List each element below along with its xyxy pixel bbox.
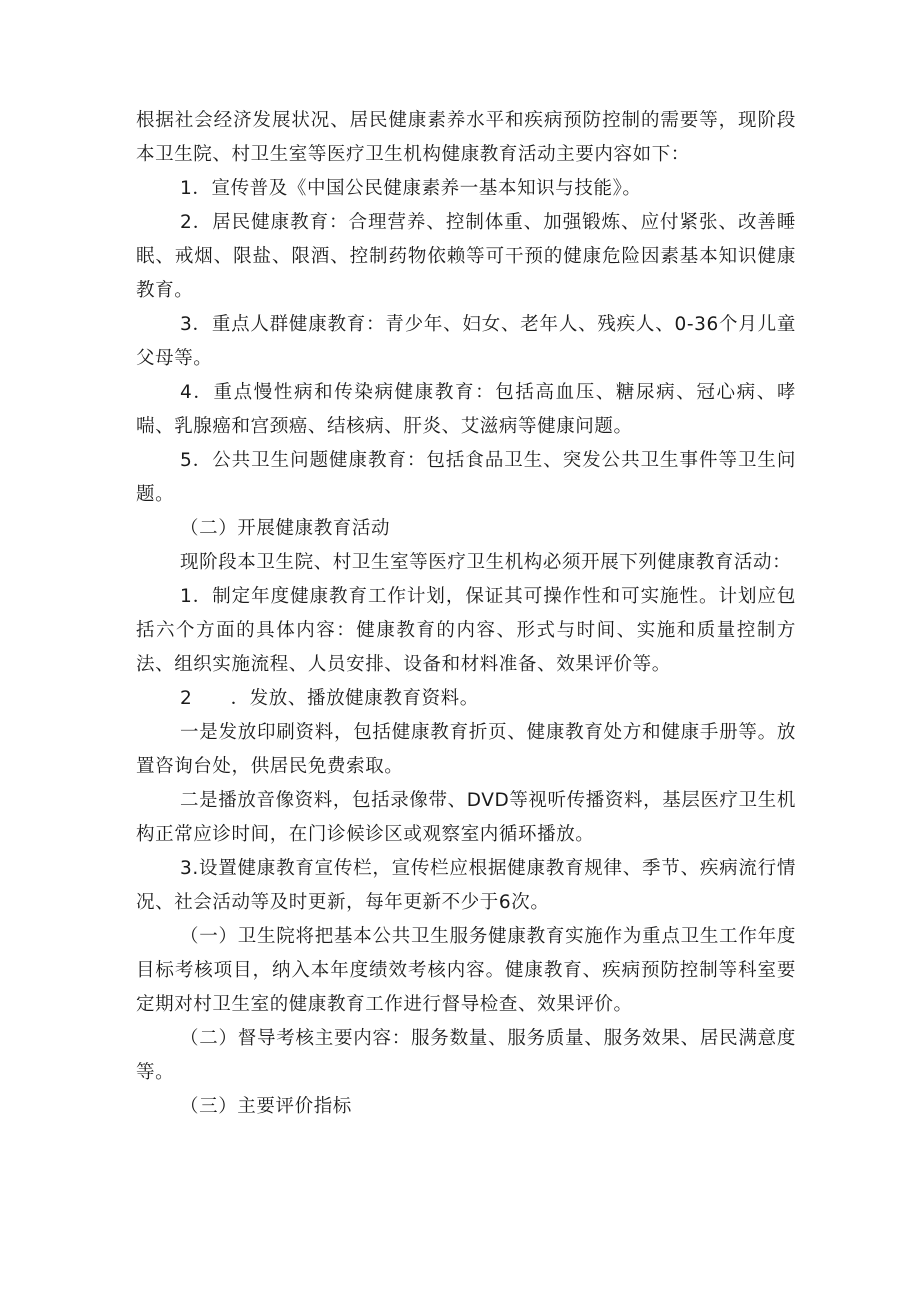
paragraph-item-1: 1．宣传普及《中国公民健康素养一基本知识与技能》。 bbox=[180, 178, 642, 199]
paragraph-assessment-2: （二）督导考核主要内容：服务数量、服务质量、服务效果、居民满意度等。 bbox=[136, 1028, 796, 1083]
paragraph-intro: 根据社会经济发展状况、居民健康素养水平和疾病预防控制的需要等，现阶段本卫生院、村卫生室等医疗卫生机构健康教育活动主要内容如下： bbox=[136, 110, 796, 165]
paragraph-item-5: 5．公共卫生问题健康教育：包括食品卫生、突发公共卫生事件等卫生问题。 bbox=[136, 450, 796, 505]
paragraph-activity-1: 1．制定年度健康教育工作计划，保证其可操作性和可实施性。计划应包括六个方面的具体内容：健康教育的内容、形式与时间、实施和质量控制方法、组织实施流程、人员安排、设备和材料准备、效果评价等。 bbox=[136, 586, 796, 675]
paragraph-assessment-1: （一）卫生院将把基本公共卫生服务健康教育实施作为重点卫生工作年度目标考核项目，纳入本年度绩效考核内容。健康教育、疾病预防控制等科室要定期对村卫生室的健康教育工作进行督导检查、效果评价。 bbox=[136, 926, 796, 1015]
paragraph-activities-intro: 现阶段本卫生院、村卫生室等医疗卫生机构必须开展下列健康教育活动： bbox=[180, 552, 792, 573]
section-heading-indicators: （三）主要评价指标 bbox=[180, 1096, 352, 1117]
paragraph-item-4: 4．重点慢性病和传染病健康教育：包括高血压、糖尿病、冠心病、哮喘、乳腺癌和宫颈癌、结核病、肝炎、艾滋病等健康问题。 bbox=[136, 382, 796, 437]
paragraph-print-materials: 一是发放印刷资料，包括健康教育折页、健康教育处方和健康手册等。放置咨询台处，供居民免费索取。 bbox=[136, 722, 796, 777]
section-heading-activities: （二）开展健康教育活动 bbox=[180, 518, 391, 539]
paragraph-item-3: 3．重点人群健康教育：青少年、妇女、老年人、残疾人、0-36个月儿童父母等。 bbox=[136, 314, 796, 369]
paragraph-item-2: 2．居民健康教育：合理营养、控制体重、加强锻炼、应付紧张、改善睡眠、戒烟、限盐、限酒、控制药物依赖等可干预的健康危险因素基本知识健康教育。 bbox=[136, 212, 796, 301]
paragraph-activity-2: 2 ．发放、播放健康教育资料。 bbox=[180, 688, 479, 709]
document-body bbox=[136, 104, 796, 1124]
paragraph-activity-3: 3.设置健康教育宣传栏，宣传栏应根据健康教育规律、季节、疾病流行情况、社会活动等及时更新，每年更新不少于6次。 bbox=[136, 858, 796, 913]
paragraph-av-materials: 二是播放音像资料，包括录像带、DVD等视听传播资料，基层医疗卫生机构正常应诊时间，在门诊候诊区或观察室内循环播放。 bbox=[136, 790, 796, 845]
